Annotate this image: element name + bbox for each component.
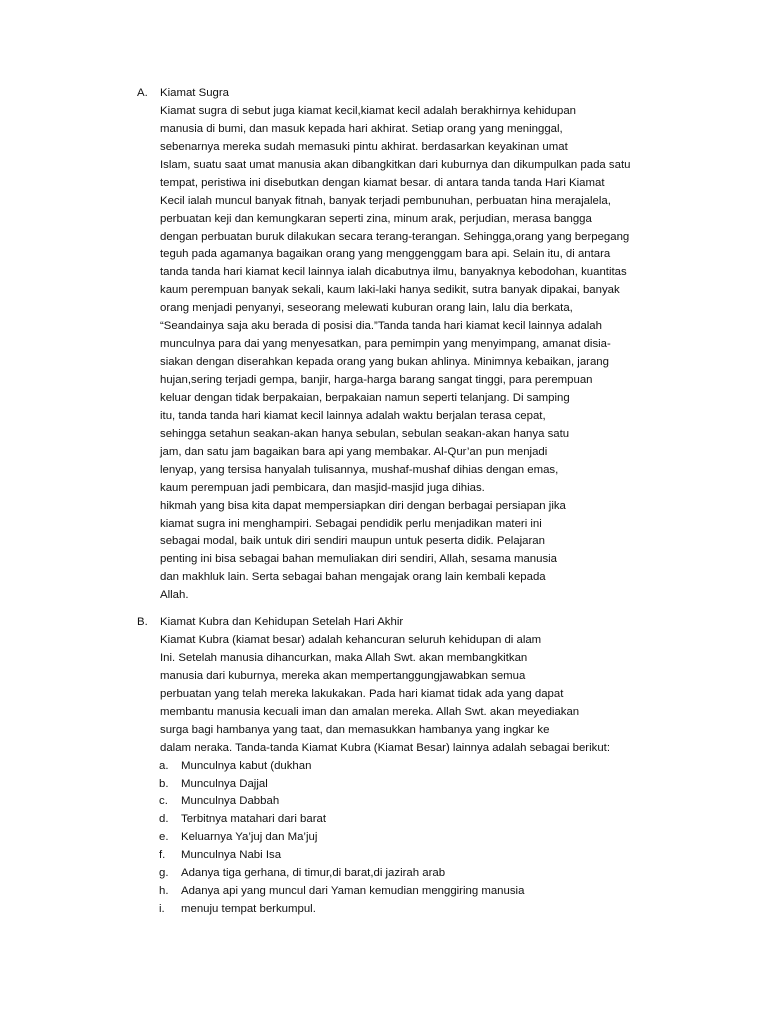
list-text: Terbitnya matahari dari barat [181, 813, 326, 826]
text-line: orang menjadi penyanyi, seseorang melewati kuburan orang lain, lalu dia berkata, [160, 302, 573, 315]
list-text: menuju tempat berkumpul. [181, 903, 316, 916]
list-marker: a. [159, 759, 169, 772]
list-marker: c. [159, 795, 168, 808]
list-text: Munculnya Dabbah [181, 795, 280, 808]
text-line: perbuatan keji dan kemungkaran seperti zina, minum arak, perjudian, merasa bangga [160, 212, 592, 225]
text-line: Allah. [160, 589, 189, 602]
list-item [159, 865, 679, 883]
text-line: manusia dari kuburnya, mereka akan mempertanggungjawabkan semua [160, 669, 526, 682]
list-marker: i. [159, 903, 165, 916]
text-line: teguh pada agamanya bagaikan orang yang menggenggam bara api. Selain itu, di antara [160, 248, 611, 261]
section-body [160, 632, 680, 758]
list-marker: g. [159, 867, 169, 880]
text-line: kaum perempuan jadi pembicara, dan masjid-masjid juga dihias. [160, 481, 485, 494]
list-text: Munculnya Nabi Isa [181, 849, 282, 862]
list-text: Adanya tiga gerhana, di timur,di barat,di jazirah arab [181, 867, 446, 880]
text-line: kiamat sugra ini menghampiri. Sebagai pendidik perlu menjadikan materi ini [160, 517, 542, 530]
text-line: “Seandainya saja aku berada di posisi dia.”Tanda tanda hari kiamat kecil lainnya adalah [160, 320, 602, 333]
list-text: Adanya api yang muncul dari Yaman kemudian menggiring manusia [181, 885, 525, 898]
list-item [159, 758, 679, 776]
list-marker: h. [159, 885, 169, 898]
text-line: sebenarnya mereka sudah memasuki pintu akhirat. berdasarkan keyakinan umat [160, 140, 568, 153]
section-title: Kiamat Kubra dan Kehidupan Setelah Hari Akhir [160, 616, 404, 628]
section-marker: B. [137, 616, 148, 628]
section-marker: A. [137, 87, 148, 99]
text-line: penting ini bisa sebagai bahan memuliakan diri sendiri, Allah, sesama manusia [160, 553, 558, 566]
list-marker: f. [159, 849, 166, 862]
list-item [159, 901, 679, 919]
text-line: membantu manusia kecuali iman dan amalan mereka. Allah Swt. akan meyediakan [160, 705, 580, 718]
text-line: siakan dengan diserahkan kepada orang yang bukan ahlinya. Minimnya kebaikan, jarang [160, 356, 609, 369]
section-title: Kiamat Sugra [160, 87, 230, 99]
text-line: munculnya para dai yang menyesatkan, para pemimpin yang menyimpang, amanat disia- [160, 338, 611, 351]
list-item [159, 883, 679, 901]
list-item [159, 793, 679, 811]
text-line: dengan perbuatan buruk dilakukan secara terang-terangan. Sehingga,orang yang berpegang [160, 230, 630, 243]
list-item [159, 847, 679, 865]
text-line: sebagai modal, baik untuk diri sendiri maupun untuk peserta didik. Pelajaran [160, 535, 545, 548]
list-text: Keluarnya Ya’juj dan Ma’juj [181, 831, 318, 844]
text-line: jam, dan satu jam bagaikan bara api yang membakar. Al-Qur’an pun menjadi [160, 445, 548, 458]
text-line: sehingga setahun seakan-akan hanya sebulan, sebulan seakan-akan hanya satu [160, 427, 570, 440]
list-item [159, 811, 679, 829]
text-line: Islam, suatu saat umat manusia akan dibangkitkan dari kuburnya dan dikumpulkan pada satu [160, 158, 631, 171]
text-line: Ini. Setelah manusia dihancurkan, maka Allah Swt. akan membangkitkan [160, 651, 528, 664]
text-line: tanda tanda hari kiamat kecil lainnya ialah dicabutnya ilmu, banyaknya kebodohan, kuantitas [160, 266, 627, 279]
list-marker: b. [159, 777, 169, 790]
text-line: kaum perempuan banyak sekali, kaum laki-laki hanya sedikit, sutra banyak dipakai, banyak [160, 284, 620, 297]
text-line: hikmah yang bisa kita dapat mempersiapkan diri dengan berbagai persiapan jika [160, 499, 566, 512]
text-line: Kiamat sugra di sebut juga kiamat kecil,kiamat kecil adalah berakhirnya kehidupan [160, 104, 576, 117]
text-line: perbuatan yang telah mereka lakukakan. Pada hari kiamat tidak ada yang dapat [160, 687, 564, 700]
list-marker: e. [159, 831, 169, 844]
list-text: Munculnya Dajjal [181, 777, 268, 790]
signs-list [159, 758, 679, 919]
text-line: dan makhluk lain. Serta sebagai bahan mengajak orang lain kembali kepada [160, 571, 546, 584]
list-text: Munculnya kabut (dukhan [181, 759, 312, 772]
text-line: surga bagi hambanya yang taat, dan memasukkan hambanya yang ingkar ke [160, 723, 550, 736]
list-item [159, 829, 679, 847]
text-line: lenyap, yang tersisa hanyalah tulisannya, mushaf-mushaf dihias dengan emas, [160, 463, 559, 476]
text-line: Kecil ialah muncul banyak fitnah, banyak terjadi pembunuhan, perbuatan hina merajalela, [160, 194, 611, 207]
text-line: dalam neraka. Tanda-tanda Kiamat Kubra (Kiamat Besar) lainnya adalah sebagai berikut: [160, 741, 610, 754]
text-line: keluar dengan tidak berpakaian, berpakaian namun seperti telanjang. Di samping [160, 391, 570, 404]
text-line: manusia di bumi, dan masuk kepada hari akhirat. Setiap orang yang meninggal, [160, 122, 563, 135]
text-line: itu, tanda tanda hari kiamat kecil lainnya adalah waktu berjalan terasa cepat, [160, 409, 546, 422]
text-line: Kiamat Kubra (kiamat besar) adalah kehancuran seluruh kehidupan di alam [160, 633, 542, 646]
text-line: tempat, peristiwa ini disebutkan dengan kiamat besar. di antara tanda tanda Hari Kiamat [160, 176, 605, 189]
list-item [159, 776, 679, 794]
list-marker: d. [159, 813, 169, 826]
section-body [160, 103, 680, 605]
text-line: hujan,sering terjadi gempa, banjir, harga-harga barang sangat tinggi, para perempuan [160, 374, 593, 386]
